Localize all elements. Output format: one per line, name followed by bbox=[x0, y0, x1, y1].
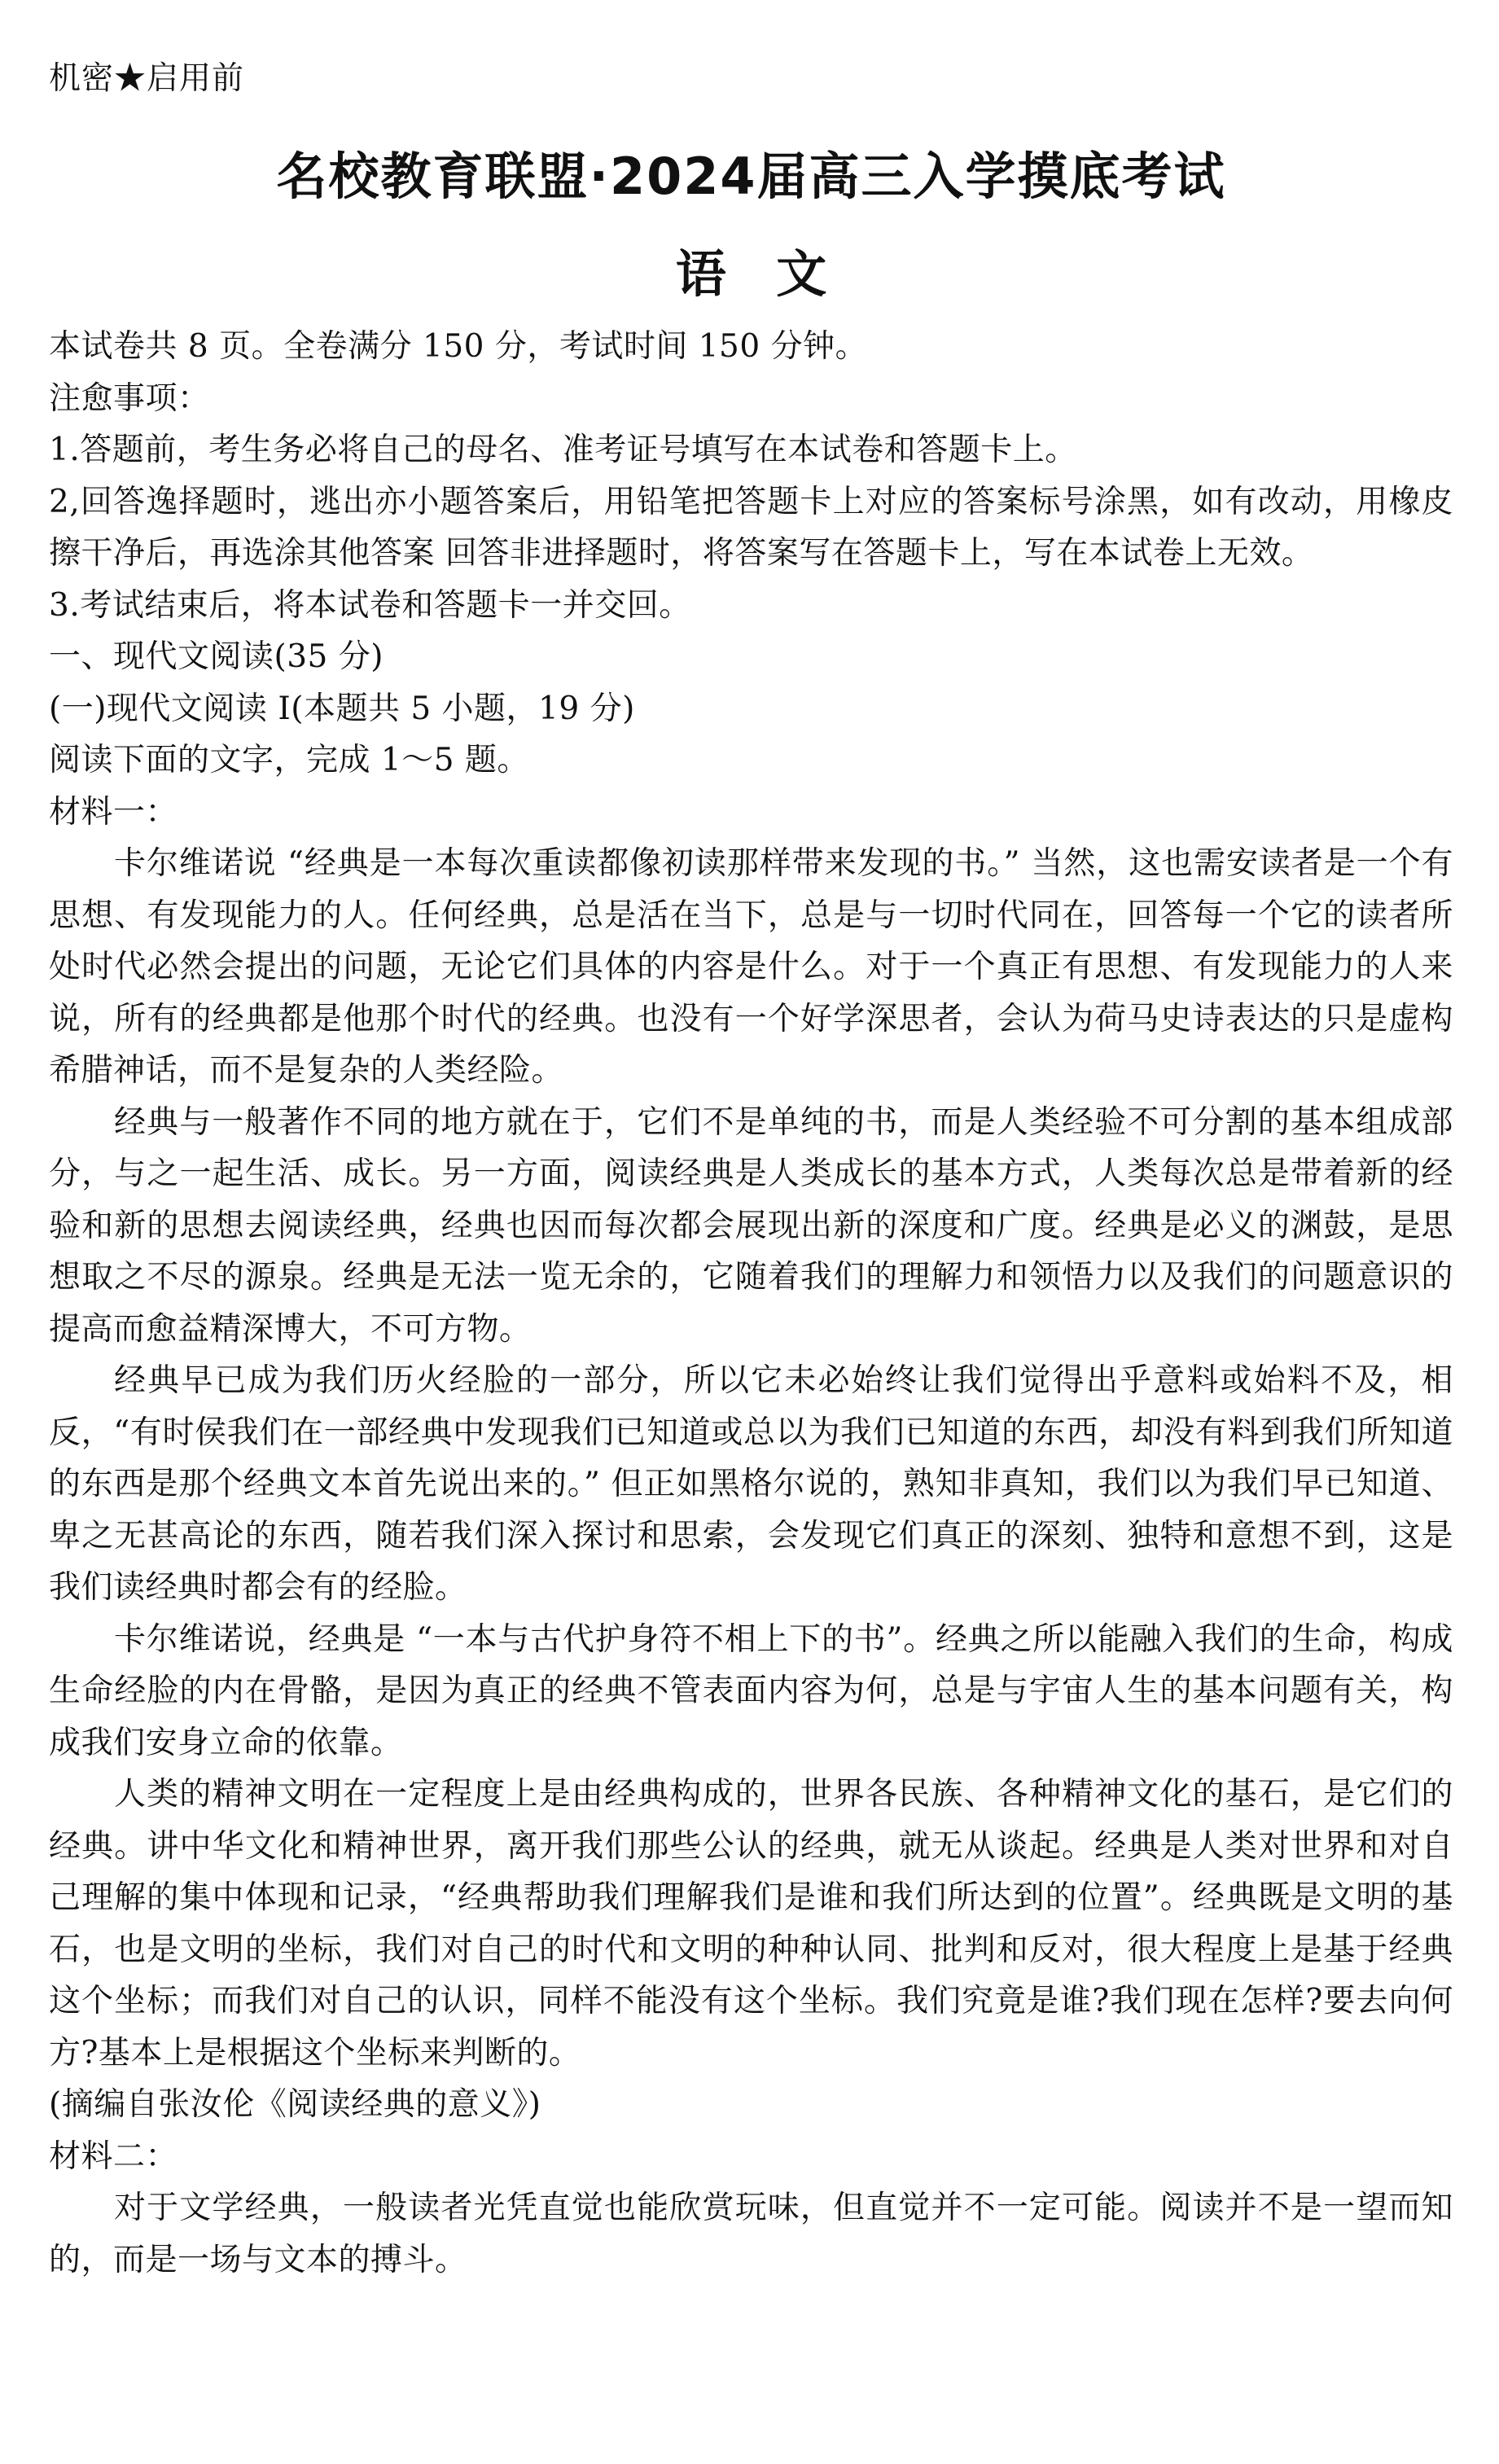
material-1-source: (摘编自张汝伦《阅读经典的意义》) bbox=[49, 2086, 541, 2123]
material-2-label: 材料二： bbox=[49, 2137, 178, 2175]
material-1-paragraph: 卡尔维诺说，经典是 “一本与古代护身符不相上下的书”。经典之所以能融入我们的生命，构成生命经脸的内在骨骼，是因为真正的经典不管表面内容为何，总是与宇宙人生的基本问题有关，构成我们安身立命的依靠。 bbox=[49, 1620, 1453, 1761]
reading-instruction: 阅读下面的文字，完成 1～5 题。 bbox=[49, 742, 529, 778]
material-1-paragraph: 经典与一般著作不同的地方就在于，它们不是单纯的书，而是人类经验不可分割的基本组成部分，与之一起生活、成长。另一方面，阅读经典是人类成长的基本方式，人类每次总是带着新的经验和新的思想去阅读经典，经典也因而每次都会展现出新的深度和广度。经典是必义的渊鼓，是思想取之不尽的源泉。经典是无法一览无余的，它随着我们的理解力和领悟力以及我们的问题意识的提高而愈益精深博大，不可方物。 bbox=[49, 1103, 1453, 1348]
section-subheading: (一)现代文阅读 I(本题共 5 小题，19 分) bbox=[49, 690, 635, 727]
subject-title: 语 文 bbox=[675, 244, 827, 304]
note-1: 1.答题前，考生务必将自己的母名、准考证号填写在本试卷和答题卡上。 bbox=[49, 432, 1077, 468]
material-1-paragraph: 人类的精神文明在一定程度上是由经典构成的，世界各民族、各种精神文化的基石，是它们的经典。讲中华文化和精神世界，离开我们那些公认的经典，就无从谈起。经典是人类对世界和对自己理解的集中体现和记录，“经典帮助我们理解我们是谁和我们所达到的位置”。经典既是文明的基石，也是文明的坐标，我们对自己的时代和文明的种种认同、批判和反对，很大程度上是基于经典这个坐标；而我们对自己的认识，同样不能没有这个坐标。我们究竟是谁?我们现在怎样?要去向何方?基本上是根据这个坐标来判断的。 bbox=[49, 1776, 1453, 2072]
exam-summary: 本试卷共 8 页。全卷满分 150 分，考试时间 150 分钟。 bbox=[49, 328, 868, 365]
material-2-paragraph: 对于文学经典，一般读者光凭直觉也能欣赏玩味，但直觉并不一定可能。阅读并不是一望而知的，而是一场与文本的搏斗。 bbox=[49, 2190, 1453, 2278]
note-3: 3.考试结束后，将本试卷和答题卡一并交回。 bbox=[49, 586, 691, 624]
material-1-paragraph: 卡尔维诺说 “经典是一本每次重读都像初读那样带来发现的书。” 当然，这也需安读者是一个有思想、有发现能力的人。任何经典，总是活在当下，总是与一切时代同在，回答每一个它的读者所处时代必然会提出的问题，无论它们具体的内容是什么。对于一个真正有思想、有发现能力的人来说，所有的经典都是他那个时代的经典。也没有一个好学深思者，会认为荷马史诗表达的只是虚构希腊神话，而不是复杂的人类经险。 bbox=[49, 845, 1453, 1089]
notes-heading: 注愈事项： bbox=[49, 379, 210, 417]
section-heading: 一、现代文阅读(35 分) bbox=[49, 638, 384, 675]
note-2: 2,回答逸择题时，逃出亦小题答案后，用铅笔把答题卡上对应的答案标号涂黑，如有改动，用橡皮擦干净后，再选涂其他答案 回答非进择题时，将答案写在答题卡上，写在本试卷上无效。 bbox=[49, 483, 1453, 572]
exam-title: 名校教育联盟·2024届高三入学摸底考试 bbox=[276, 147, 1226, 206]
material-1-paragraph: 经典早已成为我们历火经脸的一部分，所以它未必始终让我们觉得出乎意料或始料不及，相反，“有时侯我们在一部经典中发现我们已知道或总以为我们已知道的东西，却没有料到我们所知道的东西是那个经典文本首先说出来的。” 但正如黑格尔说的，熟知非真知，我们以为我们早已知道、卑之无甚高论的东西，随若我们深入探讨和思索，会发现它们真正的深刻、独特和意想不到，这是我们读经典时都会有的经脸。 bbox=[49, 1362, 1453, 1606]
material-1-label: 材料一： bbox=[49, 793, 178, 831]
confidential-label: 机密★启用前 bbox=[49, 60, 245, 97]
